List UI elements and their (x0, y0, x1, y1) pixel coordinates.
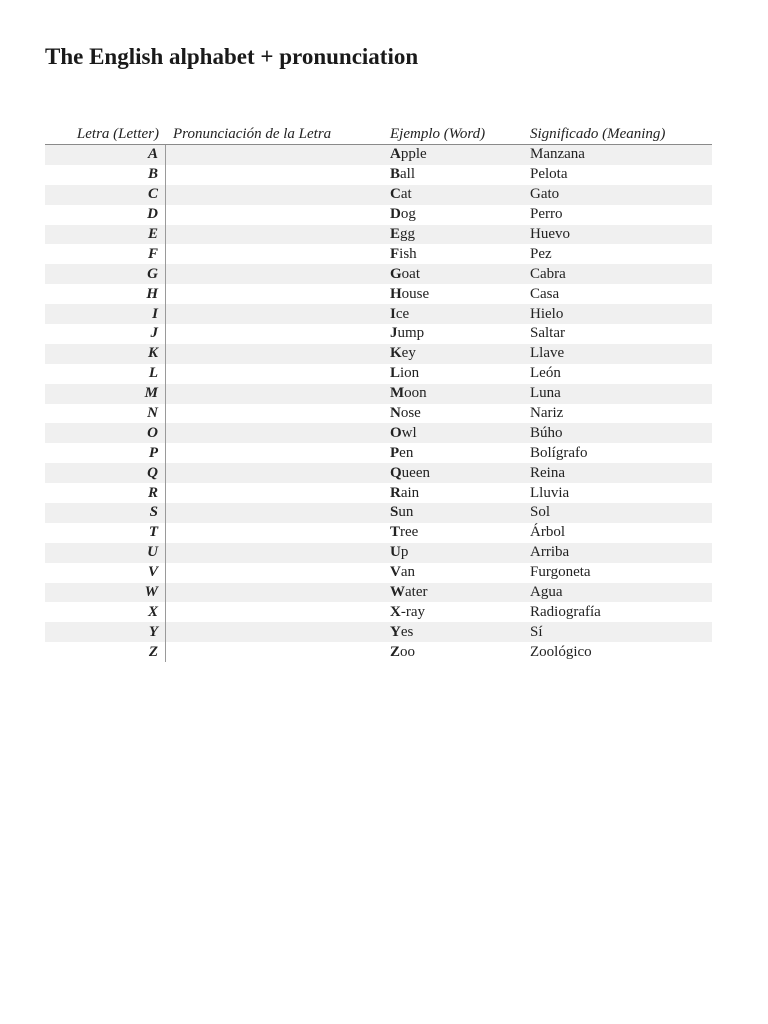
letter-cell: B (45, 165, 166, 185)
example-initial: H (390, 285, 402, 302)
table-header (45, 124, 712, 145)
example-rest: wl (401, 424, 417, 441)
meaning-cell: Lluvia (530, 484, 570, 501)
example-rest: ain (400, 484, 420, 501)
table-row (45, 324, 712, 344)
example-rest: oat (401, 265, 420, 282)
example-rest: un (398, 504, 414, 521)
example-cell (383, 246, 523, 263)
table-row (45, 384, 712, 404)
example-rest: -ray (400, 603, 425, 620)
letter-cell: A (45, 145, 166, 165)
letter-cell: D (45, 205, 166, 225)
example-rest: en (399, 444, 414, 461)
letter-cell: F (45, 244, 166, 264)
example-cell (383, 325, 523, 342)
meaning-cell: Gato (530, 186, 560, 203)
example-initial: O (390, 424, 402, 441)
pronunciation-cell (166, 205, 383, 225)
table-row (45, 225, 712, 245)
table-row (45, 344, 712, 364)
example-cell (383, 445, 523, 462)
pronunciation-cell (166, 443, 383, 463)
pronunciation-cell (166, 563, 383, 583)
example-rest: es (400, 623, 414, 640)
letter-cell: R (45, 483, 166, 503)
table-row (45, 165, 712, 185)
example-cell (383, 286, 523, 303)
meaning-cell: Pez (530, 245, 552, 262)
example-cell (383, 624, 523, 641)
example-rest: ish (399, 245, 417, 262)
example-cell (383, 644, 523, 661)
meaning-cell: Arriba (530, 544, 570, 561)
pronunciation-cell (166, 145, 383, 165)
letter-cell: L (45, 364, 166, 384)
example-cell (383, 584, 523, 601)
header-letter: Letra (Letter) (76, 126, 159, 142)
pronunciation-cell (166, 583, 383, 603)
example-initial: A (390, 146, 401, 163)
letter-cell: H (45, 284, 166, 304)
pronunciation-cell (166, 423, 383, 443)
example-cell (383, 604, 523, 621)
example-cell (383, 365, 523, 382)
example-initial: L (390, 365, 401, 382)
letter-cell: W (45, 583, 166, 603)
table-row (45, 503, 712, 523)
letter-cell: G (45, 264, 166, 284)
meaning-cell: Búho (530, 424, 563, 441)
example-cell (383, 206, 523, 223)
example-rest: oon (404, 385, 427, 402)
example-initial: M (390, 385, 405, 402)
pronunciation-cell (166, 244, 383, 264)
example-cell (383, 564, 523, 581)
letter-cell: Y (45, 622, 166, 642)
meaning-cell: Agua (530, 584, 563, 601)
example-initial: G (390, 265, 402, 282)
example-cell (383, 524, 523, 541)
pronunciation-cell (166, 384, 383, 404)
example-rest: ree (400, 524, 419, 541)
example-rest: ueen (401, 464, 430, 481)
meaning-cell: Cabra (530, 265, 566, 282)
example-rest: ce (395, 305, 410, 322)
pronunciation-cell (166, 642, 383, 662)
meaning-cell: Manzana (530, 146, 585, 163)
pronunciation-cell (166, 284, 383, 304)
pronunciation-cell (166, 165, 383, 185)
example-rest: pple (400, 146, 427, 163)
table-row (45, 622, 712, 642)
example-initial: R (390, 484, 401, 501)
example-initial: C (390, 186, 401, 203)
meaning-cell: Bolígrafo (530, 444, 588, 461)
table-row (45, 602, 712, 622)
letter-cell: C (45, 185, 166, 205)
header-pronunciation: Pronunciación de la Letra (173, 126, 332, 142)
meaning-cell: Saltar (530, 325, 565, 342)
meaning-cell: Llave (530, 345, 565, 362)
pronunciation-cell (166, 344, 383, 364)
example-initial: I (390, 305, 396, 322)
meaning-cell: Furgoneta (530, 564, 591, 581)
pronunciation-cell (166, 185, 383, 205)
example-cell (383, 266, 523, 283)
pronunciation-cell (166, 463, 383, 483)
example-initial: W (390, 584, 405, 601)
meaning-cell: Zoológico (530, 643, 592, 660)
alphabet-table (45, 124, 712, 662)
example-cell (383, 405, 523, 422)
table-row (45, 423, 712, 443)
example-rest: ion (400, 365, 420, 382)
meaning-cell: Sí (530, 623, 543, 640)
example-initial: Q (390, 464, 402, 481)
letter-cell: M (45, 384, 166, 404)
example-initial: Y (390, 623, 401, 640)
example-rest: ump (397, 325, 425, 342)
example-cell (383, 465, 523, 482)
letter-cell: I (45, 304, 166, 324)
example-rest: ey (401, 345, 416, 362)
table-row (45, 244, 712, 264)
pronunciation-cell (166, 543, 383, 563)
letter-cell: P (45, 443, 166, 463)
table-row (45, 642, 712, 662)
table-row (45, 563, 712, 583)
example-rest: oo (400, 643, 416, 660)
table-row (45, 463, 712, 483)
letter-cell: Z (45, 642, 166, 662)
pronunciation-cell (166, 622, 383, 642)
pronunciation-cell (166, 264, 383, 284)
letter-cell: E (45, 225, 166, 245)
table-row (45, 543, 712, 563)
example-rest: all (400, 166, 416, 183)
letter-cell: K (45, 344, 166, 364)
table-row (45, 284, 712, 304)
example-rest: ose (400, 405, 421, 422)
table-row (45, 523, 712, 543)
example-initial: J (390, 325, 398, 342)
table-body (45, 145, 712, 662)
example-initial: E (390, 226, 401, 242)
meaning-cell: Nariz (530, 405, 564, 422)
table-row (45, 264, 712, 284)
example-initial: T (390, 524, 401, 541)
example-cell (383, 306, 523, 323)
table-row (45, 404, 712, 424)
letter-cell: U (45, 543, 166, 563)
letter-cell: X (45, 602, 166, 622)
table-row (45, 443, 712, 463)
example-cell (383, 485, 523, 502)
example-initial: B (390, 166, 401, 183)
example-initial: D (390, 206, 401, 223)
meaning-cell: Reina (530, 464, 565, 481)
example-initial: K (390, 345, 402, 362)
header-meaning: Significado (Meaning) (530, 126, 666, 142)
example-cell (383, 425, 523, 442)
table-row (45, 145, 712, 165)
example-initial: Z (390, 643, 401, 660)
meaning-cell: Árbol (530, 524, 565, 541)
meaning-cell: Sol (530, 504, 551, 521)
letter-cell: N (45, 404, 166, 424)
example-cell (383, 186, 523, 203)
example-cell (383, 544, 523, 561)
pronunciation-cell (166, 523, 383, 543)
table-row (45, 185, 712, 205)
example-initial: N (390, 405, 401, 422)
pronunciation-cell (166, 364, 383, 384)
example-cell (383, 345, 523, 362)
table-row (45, 205, 712, 225)
table-row (45, 483, 712, 503)
pronunciation-cell (166, 503, 383, 523)
meaning-cell: Hielo (530, 305, 564, 322)
example-initial: V (390, 564, 401, 581)
pronunciation-cell (166, 324, 383, 344)
table-row (45, 583, 712, 603)
example-initial: F (390, 245, 400, 262)
example-initial: X (390, 603, 401, 620)
example-rest: an (400, 564, 416, 581)
header-example: Ejemplo (Word) (390, 126, 486, 142)
letter-cell: T (45, 523, 166, 543)
meaning-cell: Luna (530, 385, 561, 402)
letter-cell: Q (45, 463, 166, 483)
meaning-cell: Casa (530, 285, 560, 302)
pronunciation-cell (166, 483, 383, 503)
example-rest: at (400, 186, 412, 203)
example-cell (383, 166, 523, 183)
example-rest: ouse (401, 285, 430, 302)
letter-cell: O (45, 423, 166, 443)
pronunciation-cell (166, 304, 383, 324)
example-cell (383, 504, 523, 521)
pronunciation-cell (166, 602, 383, 622)
meaning-cell: León (530, 365, 561, 382)
pronunciation-cell (166, 225, 383, 245)
example-initial: U (390, 544, 401, 561)
example-initial: S (390, 504, 399, 521)
meaning-cell: Radiografía (530, 603, 601, 620)
example-rest: ater (405, 584, 428, 601)
example-rest: og (400, 206, 416, 223)
example-cell (383, 226, 523, 243)
example-rest: gg (400, 226, 416, 242)
meaning-cell: Perro (530, 206, 563, 223)
table-row (45, 364, 712, 384)
pronunciation-cell (166, 404, 383, 424)
meaning-cell: Huevo (530, 226, 570, 242)
example-cell (383, 146, 523, 163)
letter-cell: V (45, 563, 166, 583)
letter-cell: J (45, 324, 166, 344)
table-row (45, 304, 712, 324)
meaning-cell: Pelota (530, 166, 568, 183)
example-cell (383, 385, 523, 402)
page-title: The English alphabet + pronunciation (45, 44, 419, 69)
example-rest: p (400, 544, 409, 561)
letter-cell: S (45, 503, 166, 523)
example-initial: P (390, 444, 400, 461)
